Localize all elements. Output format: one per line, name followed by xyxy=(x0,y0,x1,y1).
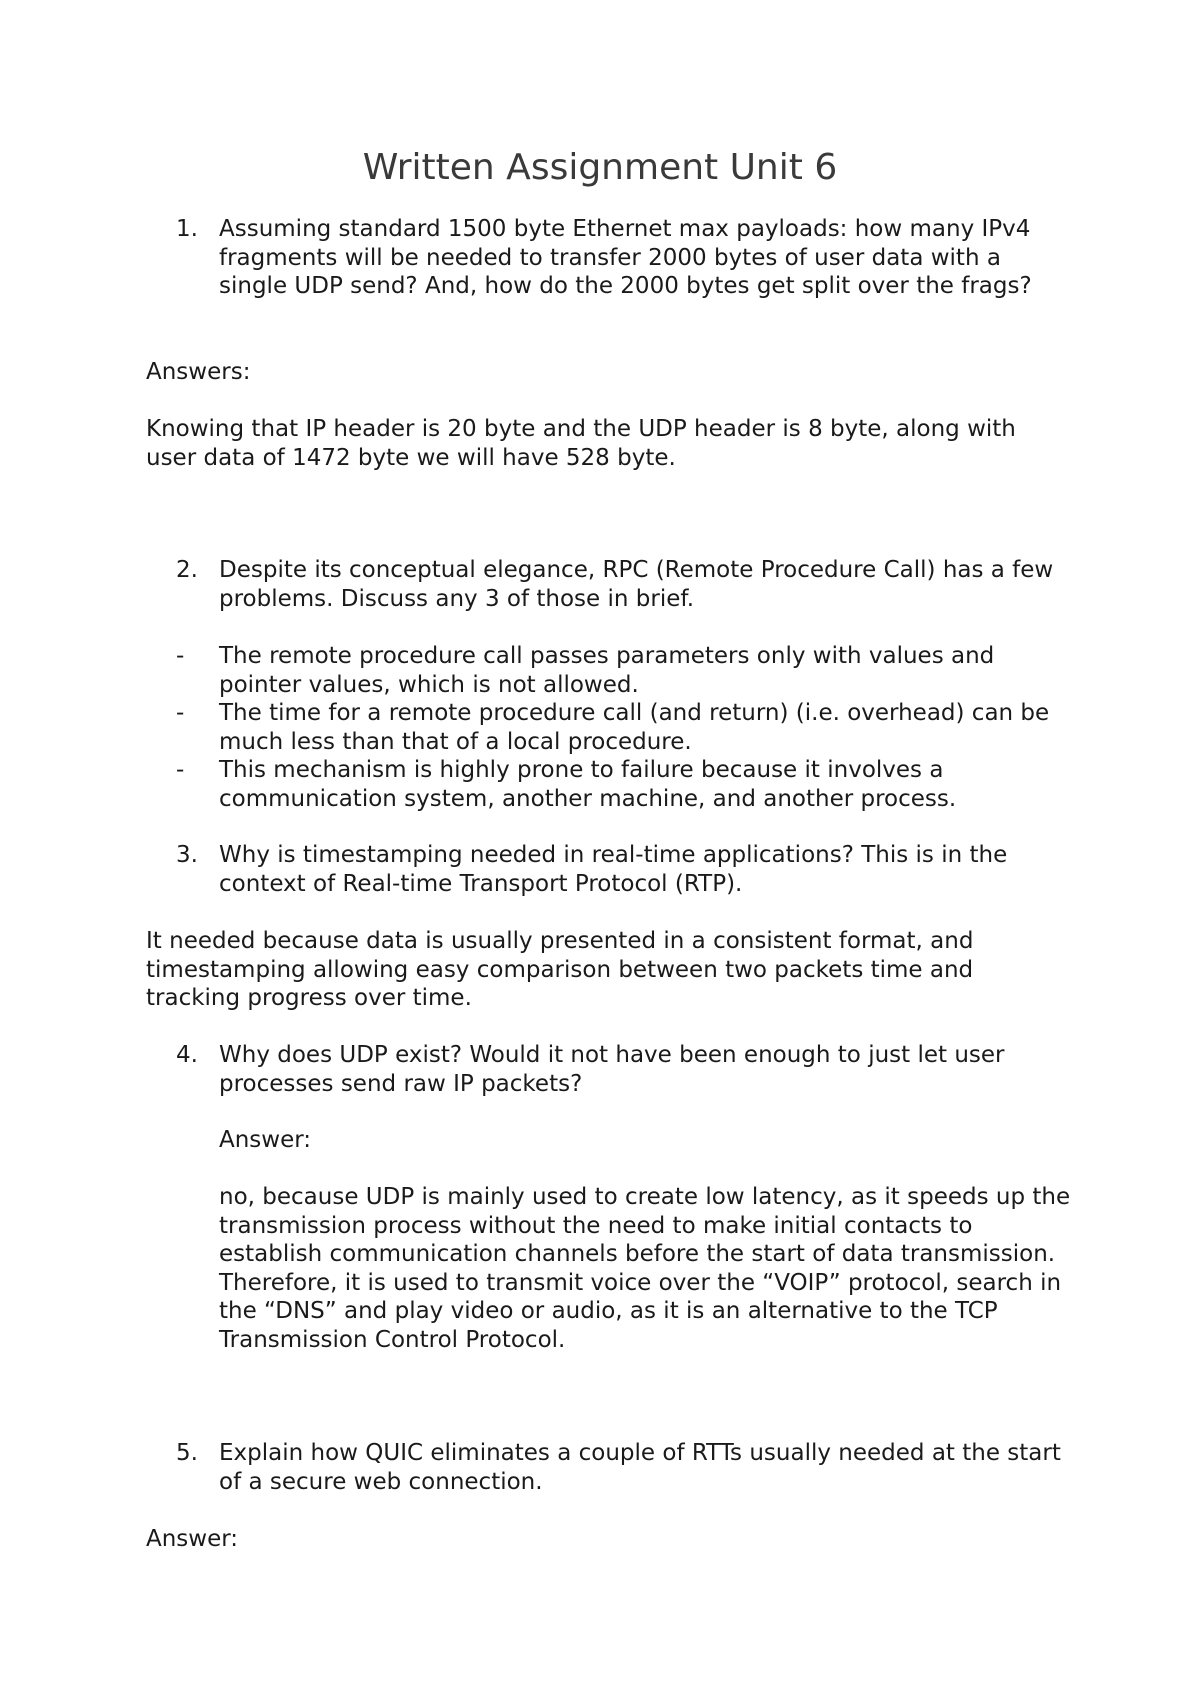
bullet-text: This mechanism is highly prone to failure because it involves a communication system, another machine, and another process. xyxy=(219,757,957,812)
answer-3-text: It needed because data is usually presented in a consistent format, and timestamping allowing easy comparison between two packets time and tracking progress over time. xyxy=(146,928,974,1011)
question-2 xyxy=(176,556,1076,613)
question-2-text: Despite its conceptual elegance, RPC (Remote Procedure Call) has a few problems. Discuss any 3 of those in brief. xyxy=(219,557,1054,612)
question-3-text: Why is timestamping needed in real-time applications? This is in the context of Real-time Transport Protocol (RTP). xyxy=(219,842,1008,897)
question-3-number: 3. xyxy=(176,842,198,868)
answer-label-4: Answer: xyxy=(219,1127,312,1153)
question-1-text: Assuming standard 1500 byte Ethernet max payloads: how many IPv4 fragments will be needed to transfer 2000 bytes of user data with a single UDP send? And, how do the 2000 bytes get split over the frags? xyxy=(219,216,1032,299)
bullet-item xyxy=(176,756,1076,813)
bullet-text: The time for a remote procedure call (and return) (i.e. overhead) can be much less than that of a local procedure. xyxy=(219,700,1050,755)
question-1 xyxy=(176,215,1076,301)
question-4-number: 4. xyxy=(176,1042,198,1068)
bullet-text: The remote procedure call passes parameters only with values and pointer values, which is not allowed. xyxy=(219,643,995,698)
bullet-marker: - xyxy=(176,700,185,726)
question-4-text: Why does UDP exist? Would it not have been enough to just let user processes send raw IP packets? xyxy=(219,1042,1005,1097)
question-2-number: 2. xyxy=(176,557,198,583)
answer-4-text: no, because UDP is mainly used to create low latency, as it speeds up the transmission process without the need to make initial contacts to establish communication channels before the start of data transmission. Therefore, it is used to transmit voice over the “VOIP” protocol, search in the “DNS” and play video or audio, as it is an alternative to the TCP Transmission Control Protocol. xyxy=(219,1184,1071,1353)
bullet-item xyxy=(176,642,1076,699)
question-4 xyxy=(176,1041,1076,1098)
question-5-text: Explain how QUIC eliminates a couple of RTTs usually needed at the start of a secure web connection. xyxy=(219,1440,1061,1495)
question-1-number: 1. xyxy=(176,216,198,242)
document-title: Written Assignment Unit 6 xyxy=(362,147,838,188)
question-3 xyxy=(176,841,1076,898)
bullet-marker: - xyxy=(176,643,185,669)
bullet-item xyxy=(176,699,1076,756)
bullet-marker: - xyxy=(176,757,185,783)
question-5 xyxy=(176,1439,1076,1496)
answer-1-text: Knowing that IP header is 20 byte and the UDP header is 8 byte, along with user data of 1472 byte we will have 528 byte. xyxy=(146,416,1016,471)
answers-label-1: Answers: xyxy=(146,359,251,385)
question-5-number: 5. xyxy=(176,1440,198,1466)
answer-label-5: Answer: xyxy=(146,1526,239,1552)
